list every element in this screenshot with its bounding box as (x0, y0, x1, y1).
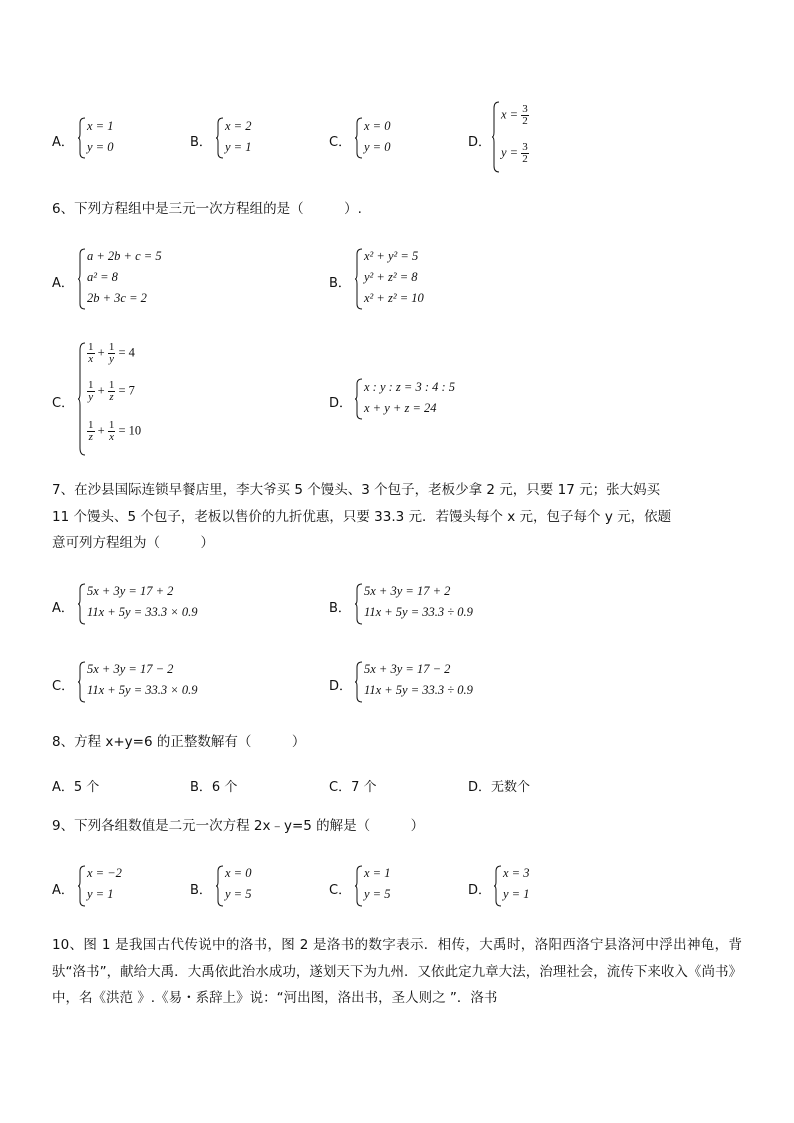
equation-row: 5x + 3y = 17 − 2 (87, 662, 174, 676)
equation-row: x = −2 (87, 866, 122, 880)
brace-icon (355, 117, 363, 159)
q6-option-d-label[interactable]: D． (329, 396, 353, 411)
brace-icon (355, 661, 363, 703)
q7-stem-line-2: 11 个馒头、5 个包子，老板以售价的九折优惠，只要 33.3 元．若馒头每个 x 元，包子每个 y 元，依题 (52, 509, 672, 525)
q7-stem-line-1: 7、在沙县国际连锁早餐店里，李大爷买 5 个馒头、3 个包子，老板少拿 2 元，只要 17 元；张大妈买 (52, 482, 661, 498)
q5-option-c-label[interactable]: C． (329, 135, 352, 150)
equation-row: $\frac{1}{y}$ + $\frac{1}{z}$ = 7 (88, 379, 135, 403)
brace-icon (355, 248, 363, 310)
equation-row: 11x + 5y = 33.3 ÷ 0.9 (364, 683, 473, 697)
q7-option-a-label[interactable]: A． (52, 601, 74, 616)
equation-row: a² = 8 (87, 270, 118, 284)
equation-row: y² + z² = 8 (364, 270, 418, 284)
q7-option-d-label[interactable]: D． (329, 679, 353, 694)
q5-option-d-label[interactable]: D． (468, 135, 492, 150)
equation-row: x = 1 (87, 119, 114, 133)
brace-icon (492, 101, 500, 173)
q8-option-b[interactable]: B．6 个 (190, 780, 238, 795)
equation-row: 5x + 3y = 17 + 2 (87, 584, 174, 598)
brace-icon (355, 865, 363, 907)
q8-option-d[interactable]: D．无数个 (468, 780, 531, 795)
q10-stem: 10、图 1 是我国古代传说中的洛书，图 2 是洛书的数字表示．相传，大禹时，洛阳西洛宁县洛河中浮出神龟，背驮“洛书”，献给大禹．大禹依此治水成功，遂划天下为九州．又依此定九章大法，治理社会，流传下来收入《尚书》中，名《洪范 》.《易・系辞上》说：“河出图，洛出书，圣人则之 ”．洛书 (52, 937, 742, 1006)
equation-row: x = 1 (364, 866, 391, 880)
q6-option-c-label[interactable]: C． (52, 396, 75, 411)
equation-row: y = 1 (503, 887, 530, 901)
equation-row: y = 1 (87, 887, 114, 901)
equation-row: 11x + 5y = 33.3 × 0.9 (87, 605, 198, 619)
q7-stem-line-3: 意可列方程组为（ ） (52, 535, 214, 551)
equation-row: y = 0 (87, 140, 114, 154)
equation-row: a + 2b + c = 5 (87, 249, 162, 263)
q7-option-c-label[interactable]: C． (52, 679, 75, 694)
equation-row: 5x + 3y = 17 + 2 (364, 584, 451, 598)
q9-option-a-label[interactable]: A． (52, 883, 74, 898)
q8-option-a[interactable]: A．5 个 (52, 780, 100, 795)
q8-stem: 8、方程 x+y=6 的正整数解有（ ） (52, 734, 306, 750)
q5-option-a-label[interactable]: A． (52, 135, 74, 150)
q6-stem: 6、下列方程组中是三元一次方程组的是（ ）. (52, 201, 362, 217)
q6-option-b-label[interactable]: B． (329, 276, 351, 291)
equation-row: 11x + 5y = 33.3 ÷ 0.9 (364, 605, 473, 619)
brace-icon (78, 865, 86, 907)
equation-row: y = 5 (364, 887, 391, 901)
q6-option-a-label[interactable]: A． (52, 276, 74, 291)
equation-row: 5x + 3y = 17 − 2 (364, 662, 451, 676)
brace-icon (78, 117, 86, 159)
equation-row: x² + z² = 10 (364, 291, 424, 305)
brace-icon (216, 117, 224, 159)
equation-row: x + y + z = 24 (364, 401, 437, 415)
brace-icon (78, 248, 86, 310)
q5-option-b-label[interactable]: B． (190, 135, 212, 150)
equation-row: x² + y² = 5 (364, 249, 419, 263)
brace-icon (355, 378, 363, 420)
equation-row: y = 1 (225, 140, 252, 154)
equation-row: y = 5 (225, 887, 252, 901)
brace-icon (78, 661, 86, 703)
brace-icon (78, 342, 86, 456)
equation-row: $\frac{1}{z}$ + $\frac{1}{x}$ = 10 (88, 419, 142, 443)
equation-row: x = $\frac{3}{2}$ (501, 103, 528, 127)
brace-icon (78, 583, 86, 625)
equation-row: x : y : z = 3 : 4 : 5 (364, 380, 456, 394)
equation-row: y = $\frac{3}{2}$ (501, 141, 528, 165)
q9-stem: 9、下列各组数值是二元一次方程 2x﹣y=5 的解是（ ） (52, 818, 425, 834)
brace-icon (355, 583, 363, 625)
equation-row: x = 2 (225, 119, 252, 133)
equation-row: y = 0 (364, 140, 391, 154)
brace-icon (494, 865, 502, 907)
brace-icon (216, 865, 224, 907)
q9-option-b-label[interactable]: B． (190, 883, 212, 898)
equation-row: x = 0 (225, 866, 252, 880)
q9-option-c-label[interactable]: C． (329, 883, 352, 898)
equation-row: 11x + 5y = 33.3 × 0.9 (87, 683, 198, 697)
q9-option-d-label[interactable]: D． (468, 883, 492, 898)
q7-option-b-label[interactable]: B． (329, 601, 351, 616)
q8-option-c[interactable]: C．7 个 (329, 780, 377, 795)
equation-row: 2b + 3c = 2 (87, 291, 147, 305)
equation-row: x = 0 (364, 119, 391, 133)
equation-row: $\frac{1}{x}$ + $\frac{1}{y}$ = 4 (88, 341, 135, 365)
equation-row: x = 3 (503, 866, 530, 880)
